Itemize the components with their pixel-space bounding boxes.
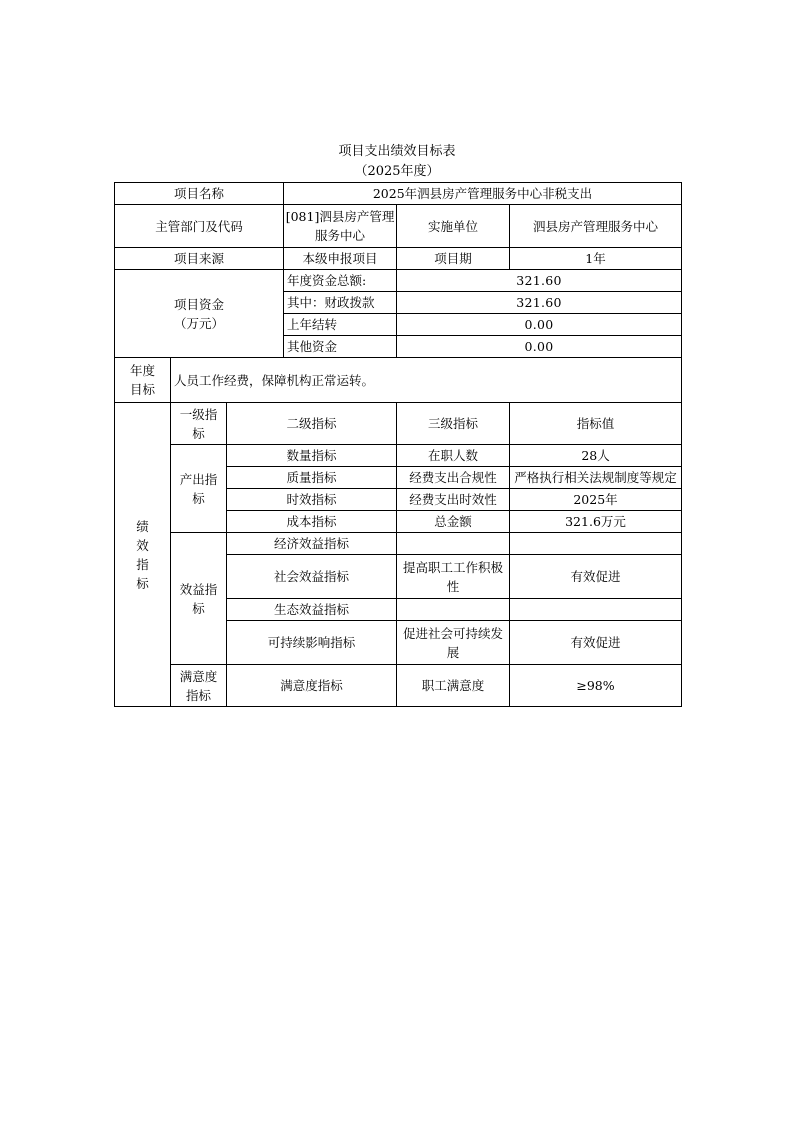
period-value: 1年	[510, 248, 682, 270]
funds-label: 项目资金	[174, 296, 225, 312]
level2-cell: 质量指标	[227, 467, 397, 489]
page-subtitle: （2025年度）	[354, 164, 440, 179]
project-name-value: 2025年泗县房产管理服务中心非税支出	[284, 183, 682, 205]
perf-indicators-label	[115, 403, 171, 707]
value-cell: 有效促进	[510, 621, 682, 665]
level3-cell	[397, 533, 510, 555]
level3-cell: 提高职工工作积极性	[397, 555, 510, 599]
table-row	[115, 533, 682, 555]
annual-goal-text: 人员工作经费，保障机构正常运转。	[171, 358, 682, 403]
source-value: 本级申报项目	[284, 248, 397, 270]
perf-label-char: 绩	[136, 518, 149, 534]
funds-item-value: 321.60	[397, 292, 682, 314]
row-indicator-header	[115, 403, 682, 445]
annual-goal-label-cell	[115, 358, 171, 403]
funds-unit: （万元）	[174, 315, 225, 331]
perf-label-char: 指	[136, 556, 149, 572]
value-cell: 321.6万元	[510, 511, 682, 533]
dept-label: 主管部门及代码	[115, 205, 284, 248]
level2-cell: 生态效益指标	[227, 599, 397, 621]
funds-label-cell	[115, 270, 284, 358]
level2-cell: 社会效益指标	[227, 555, 397, 599]
perf-label-char: 效	[136, 537, 149, 553]
value-cell: 有效促进	[510, 555, 682, 599]
level2-cell: 成本指标	[227, 511, 397, 533]
funds-item-label: 上年结转	[284, 314, 397, 336]
level2-cell: 满意度指标	[227, 665, 397, 707]
annual-goal-label-line2: 目标	[129, 382, 155, 397]
table-row	[115, 445, 682, 467]
row-project-name	[115, 183, 682, 205]
performance-table	[114, 182, 682, 707]
page-title: 项目支出绩效目标表	[338, 144, 456, 159]
level2-cell: 时效指标	[227, 489, 397, 511]
level3-cell: 经费支出合规性	[397, 467, 510, 489]
header-value: 指标值	[510, 403, 682, 445]
level3-cell: 总金额	[397, 511, 510, 533]
value-cell: 2025年	[510, 489, 682, 511]
level2-cell: 可持续影响指标	[227, 621, 397, 665]
level3-cell	[397, 599, 510, 621]
funds-item-value: 0.00	[397, 314, 682, 336]
level3-cell: 职工满意度	[397, 665, 510, 707]
level3-cell: 经费支出时效性	[397, 489, 510, 511]
impl-value: 泗县房产管理服务中心	[510, 205, 682, 248]
value-cell	[510, 599, 682, 621]
dept-value: [081]泗县房产管理服务中心	[284, 205, 397, 248]
output-label: 产出指标	[171, 445, 227, 533]
value-cell: ≥98%	[510, 665, 682, 707]
period-label: 项目期	[397, 248, 510, 270]
row-funds-total	[115, 270, 682, 292]
source-label: 项目来源	[115, 248, 284, 270]
row-department	[115, 205, 682, 248]
value-cell: 严格执行相关法规制度等规定	[510, 467, 682, 489]
annual-goal-label-line1: 年度	[129, 363, 155, 378]
funds-item-value: 0.00	[397, 336, 682, 358]
funds-item-label: 年度资金总额:	[284, 270, 397, 292]
header-level1: 一级指标	[171, 403, 227, 445]
row-annual-goal	[115, 358, 682, 403]
funds-item-label: 其他资金	[284, 336, 397, 358]
header-level3: 三级指标	[397, 403, 510, 445]
project-name-label: 项目名称	[115, 183, 284, 205]
level2-cell: 数量指标	[227, 445, 397, 467]
value-cell: 28人	[510, 445, 682, 467]
funds-item-label: 其中：财政拨款	[284, 292, 397, 314]
satisfaction-label: 满意度指标	[171, 665, 227, 707]
level3-cell: 促进社会可持续发展	[397, 621, 510, 665]
table-row	[115, 665, 682, 707]
level3-cell: 在职人数	[397, 445, 510, 467]
impl-label: 实施单位	[397, 205, 510, 248]
benefit-label: 效益指标	[171, 533, 227, 665]
value-cell	[510, 533, 682, 555]
row-source	[115, 248, 682, 270]
level2-cell: 经济效益指标	[227, 533, 397, 555]
funds-item-value: 321.60	[397, 270, 682, 292]
perf-label-char: 标	[136, 575, 149, 591]
header-level2: 二级指标	[227, 403, 397, 445]
